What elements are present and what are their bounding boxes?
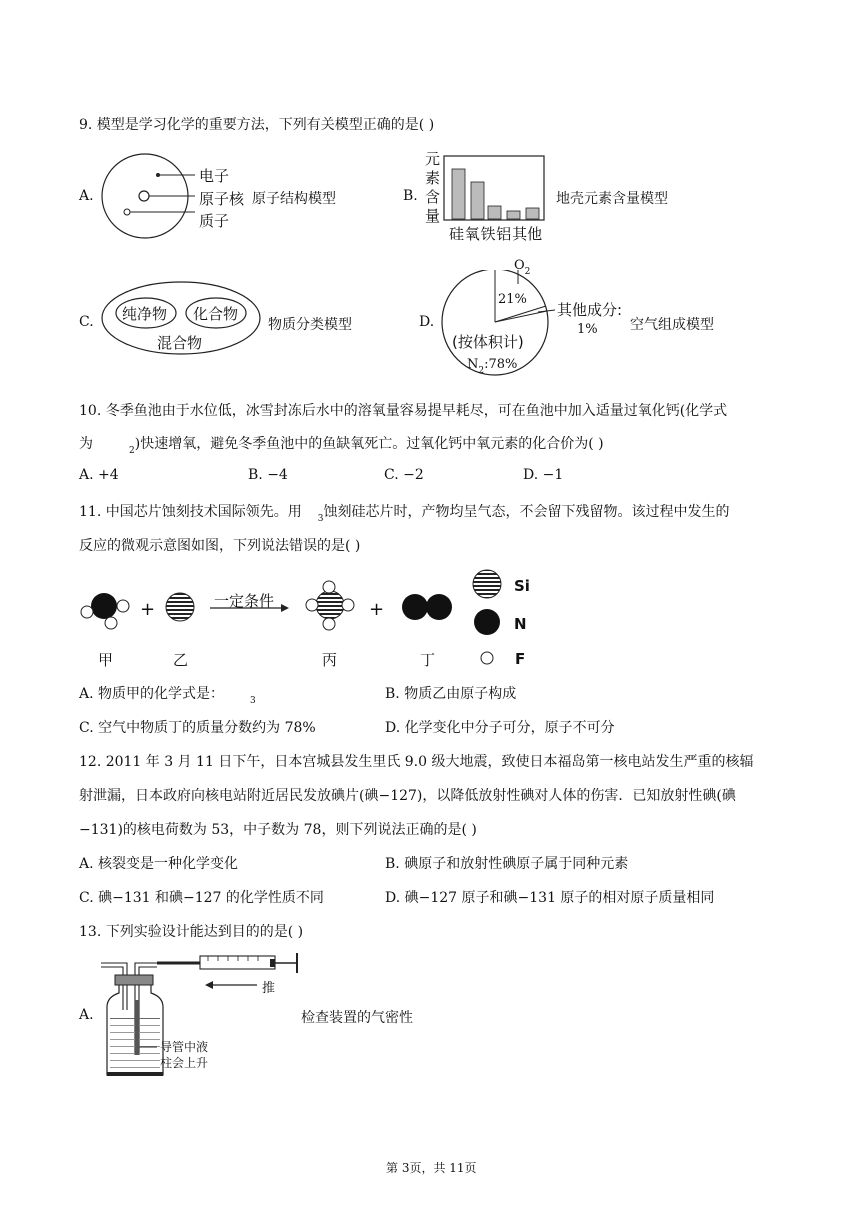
- q9-stem: 9. 模型是学习化学的重要方法，下列有关模型正确的是( ): [79, 117, 435, 133]
- label-mixture: 混合物: [157, 334, 203, 352]
- f-atom: [342, 599, 354, 611]
- crust-element-bar-chart: [443, 155, 548, 225]
- proton-circle: [124, 209, 130, 215]
- reaction-plus-2: +: [369, 599, 385, 620]
- pie-edge-other: [495, 311, 547, 322]
- syringe-barrel: [200, 956, 275, 969]
- q9-b-caption: 地壳元素含量模型: [556, 191, 668, 207]
- q12-line1: 12. 2011 年 3 月 11 日下午，日本宫城县发生里氏 9.0 级大地震，致使日本福岛第一核电站发生严重的核辐: [79, 754, 754, 770]
- q9-option-c-label: C.: [79, 314, 94, 330]
- f-atom: [105, 617, 117, 629]
- q12-line3: −131)的核电荷数为 53，中子数为 78，则下列说法正确的是( ): [79, 822, 477, 838]
- nucleus-circle: [139, 191, 149, 201]
- label-bing: 丙: [322, 651, 338, 669]
- q9-c-caption: 物质分类模型: [268, 317, 352, 333]
- bar-other: [526, 208, 539, 219]
- q10-option-a: A. +4: [79, 467, 119, 483]
- f-atom: [117, 600, 129, 612]
- label-jia: 甲: [98, 651, 114, 669]
- label-other-components: 其他成分:: [557, 301, 623, 319]
- legend-f-swatch: [481, 652, 493, 664]
- page-footer: 第 3页，共 11页: [386, 1161, 477, 1175]
- molecule-ding-n-atom: [426, 594, 452, 620]
- q12-line2: 射泄漏，日本政府向核电站附近居民发放碘片(碘−127)，以降低放射性碘对人体的伤害．已知放射性碘(碘: [79, 788, 736, 804]
- left-glass-tube: [101, 967, 123, 1010]
- q9-option-b-label: B.: [403, 188, 418, 204]
- q12-option-d: D. 碘−127 原子和碘−131 原子的相对原子质量相同: [385, 890, 715, 906]
- q11-option-c: C. 空气中物质丁的质量分数约为 78%: [79, 720, 316, 736]
- reaction-condition: 一定条件: [214, 592, 275, 610]
- legend-f-label: F: [515, 650, 526, 668]
- q11-option-d: D. 化学变化中分子可分，原子不可分: [385, 720, 615, 736]
- label-push: 推: [262, 981, 276, 996]
- pie-edge-o2: [495, 306, 546, 322]
- syringe-piston: [270, 959, 275, 967]
- bar-silicon: [452, 169, 465, 219]
- label-nucleus: 原子核: [199, 190, 245, 208]
- f-atom: [81, 606, 93, 618]
- q10-line2: 为 $_2$)快速增氧，避免冬季鱼池中的鱼缺氧死亡。过氧化钙中氧元素的化合价为( ): [79, 436, 604, 456]
- si-atom: [316, 591, 344, 619]
- label-electron: 电子: [199, 167, 230, 185]
- q9-option-d-label: D.: [419, 314, 435, 330]
- stopper: [115, 975, 153, 985]
- f-atom: [323, 618, 335, 630]
- q12-option-c: C. 碘−131 和碘−127 的化学性质不同: [79, 890, 324, 906]
- q13-a-caption: 检查装置的气密性: [301, 1010, 413, 1026]
- q10-line1: 10. 冬季鱼池由于水位低，冰雪封冻后水中的溶氧量容易提早耗尽，可在鱼池中加入适量过氧化钙(化学式: [79, 403, 728, 419]
- label-yi: 乙: [173, 651, 189, 669]
- q11-option-a: A. 物质甲的化学式是： $_3$: [79, 686, 256, 706]
- q11-line1: 11. 中国芯片蚀刻技术国际领先。用 $_3$蚀刻硅芯片时，产物均呈气态，不会留下残留物。该过程中发生的: [79, 504, 730, 524]
- bar-y-axis-label: 元 素 含 量: [425, 150, 441, 225]
- legend-n-swatch: [474, 609, 500, 635]
- bar-x-labels: 硅 氧 铁 铝 其他: [449, 225, 543, 243]
- q11-line2: 反应的微观示意图如图，下列说法错误的是( ): [79, 538, 361, 554]
- bar-oxygen: [471, 182, 484, 219]
- legend-n-label: N: [514, 615, 527, 633]
- q11-option-b: B. 物质乙由原子构成: [385, 686, 517, 702]
- reaction-plus-1: +: [140, 599, 156, 620]
- q10-option-b: B. −4: [248, 467, 288, 483]
- f-atom: [306, 599, 318, 611]
- label-other-percent: 1%: [577, 322, 598, 337]
- label-compound: 化合物: [193, 305, 239, 323]
- label-liquid-line2: 柱会上升: [160, 1056, 209, 1070]
- molecule-ding-n-atom: [402, 594, 428, 620]
- reaction-diagram: [78, 565, 558, 675]
- q12-option-b: B. 碘原子和放射性碘原子属于同种元素: [385, 856, 629, 872]
- q9-option-a-label: A.: [79, 188, 94, 204]
- legend-si-swatch: [473, 570, 501, 598]
- label-proton: 质子: [199, 212, 230, 230]
- label-by-volume: (按体积计): [452, 333, 524, 351]
- legend-si-label: Si: [514, 577, 530, 595]
- n-atom: [91, 593, 117, 619]
- bottle-base: [107, 1072, 163, 1076]
- label-liquid-line1: 导管中液: [160, 1040, 209, 1054]
- q13-stem: 13. 下列实验设计能达到目的的是( ): [79, 924, 304, 940]
- label-o2: $O_2$: [514, 258, 531, 277]
- q12-option-a: A. 核裂变是一种化学变化: [79, 856, 239, 872]
- q9-a-caption: 原子结构模型: [252, 191, 336, 207]
- molecule-jia: [81, 593, 129, 629]
- q10-option-c: C. −2: [384, 467, 424, 483]
- q9-d-caption: 空气组成模型: [630, 317, 714, 333]
- liquid-column: [135, 1000, 139, 1055]
- label-o2-percent: 21%: [498, 292, 527, 307]
- push-arrow-head: [205, 981, 213, 989]
- q13-option-a-label: A.: [79, 1007, 94, 1023]
- f-atom: [323, 581, 335, 593]
- bar-iron: [488, 206, 501, 219]
- molecule-bing: [306, 581, 354, 630]
- q10-option-d: D. −1: [523, 467, 564, 483]
- label-pure-substance: 纯净物: [122, 305, 168, 323]
- label-ding: 丁: [420, 651, 436, 669]
- reaction-arrow-head: [281, 604, 289, 612]
- label-n2: $N_2:78\%$: [467, 357, 518, 376]
- bar-aluminum: [507, 211, 520, 219]
- molecule-yi-si-atom: [166, 593, 194, 621]
